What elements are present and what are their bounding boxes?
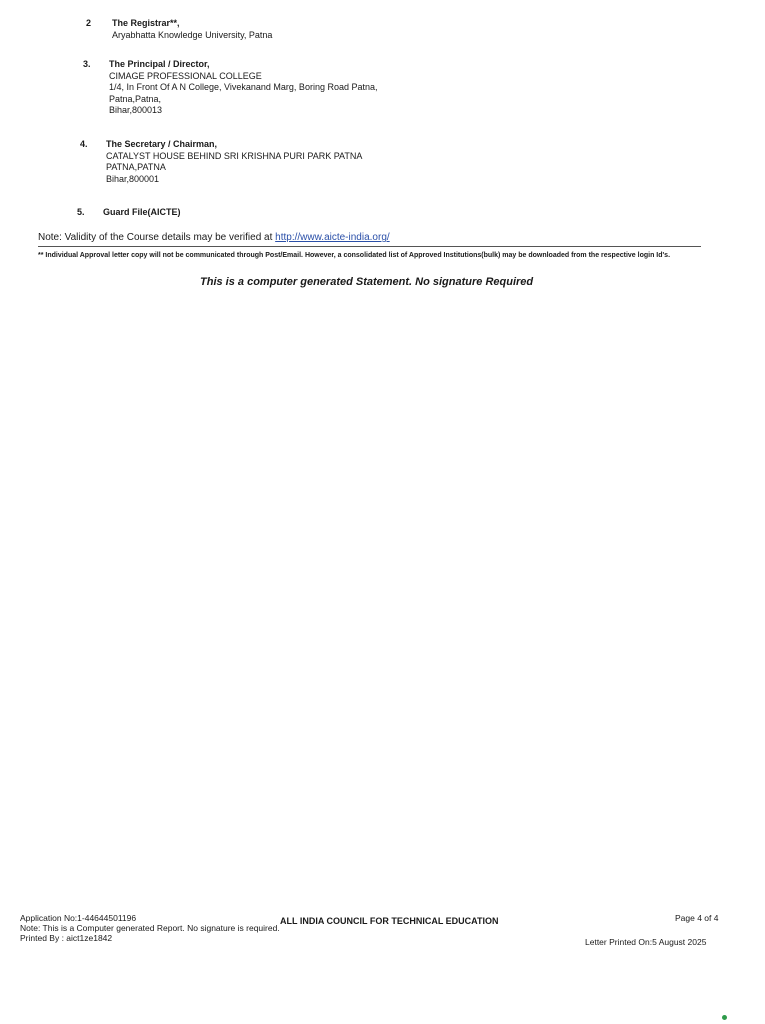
footer-left-block [20, 913, 280, 943]
entry-line: Patna,Patna, [109, 93, 162, 104]
letter-printed-date: Letter Printed On:5 August 2025 [585, 937, 707, 947]
entry-number: 3. [83, 59, 91, 69]
entry-number: 4. [80, 139, 88, 149]
page-number: Page 4 of 4 [675, 913, 719, 923]
divider [38, 246, 701, 247]
entry-line: CATALYST HOUSE BEHIND SRI KRISHNA PURI PARK PATNA [106, 150, 363, 161]
organization-name: ALL INDIA COUNCIL FOR TECHNICAL EDUCATION [280, 916, 499, 926]
entry-number: 2 [86, 18, 92, 28]
entry-title: The Principal / Director, [109, 59, 210, 69]
entry-title: The Registrar**, [112, 18, 180, 28]
entry-line: PATNA,PATNA [106, 162, 166, 172]
entry-number: 5. [77, 207, 85, 217]
entry-line: Bihar,800001 [106, 173, 160, 184]
aicte-website-link[interactable]: http://www.aicte-india.org/ [275, 232, 390, 243]
validity-note [38, 232, 390, 243]
application-number: Application No:1-44644501196 [20, 913, 137, 923]
scan-badge [722, 1015, 729, 1020]
entry-line: Aryabhatta Knowledge University, Patna [112, 29, 273, 40]
scan-badge-icon [722, 1015, 727, 1020]
entry-line: CIMAGE PROFESSIONAL COLLEGE [109, 70, 262, 81]
entry-line: Bihar,800013 [109, 105, 163, 115]
printed-by: Printed By : aict1ze1842 [20, 933, 113, 943]
entry-title: The Secretary / Chairman, [106, 139, 218, 149]
footer-note: Note: This is a Computer generated Report. No signature is required. [20, 923, 280, 933]
note-prefix: Note: Validity of the Course details may be verified at [38, 232, 276, 243]
entry-line: 1/4, In Front Of A N College, Vivekanand Marg, Boring Road Patna, [109, 82, 378, 92]
fine-print-note: ** Individual Approval letter copy will not be communicated through Post/Email. However, a consolidated list of Approved Institutions(bulk) may be downloaded from the respective login Id's. [38, 252, 671, 259]
computer-generated-statement: This is a computer generated Statement. No signature Required [200, 276, 534, 288]
entry-title: Guard File(AICTE) [103, 207, 181, 217]
